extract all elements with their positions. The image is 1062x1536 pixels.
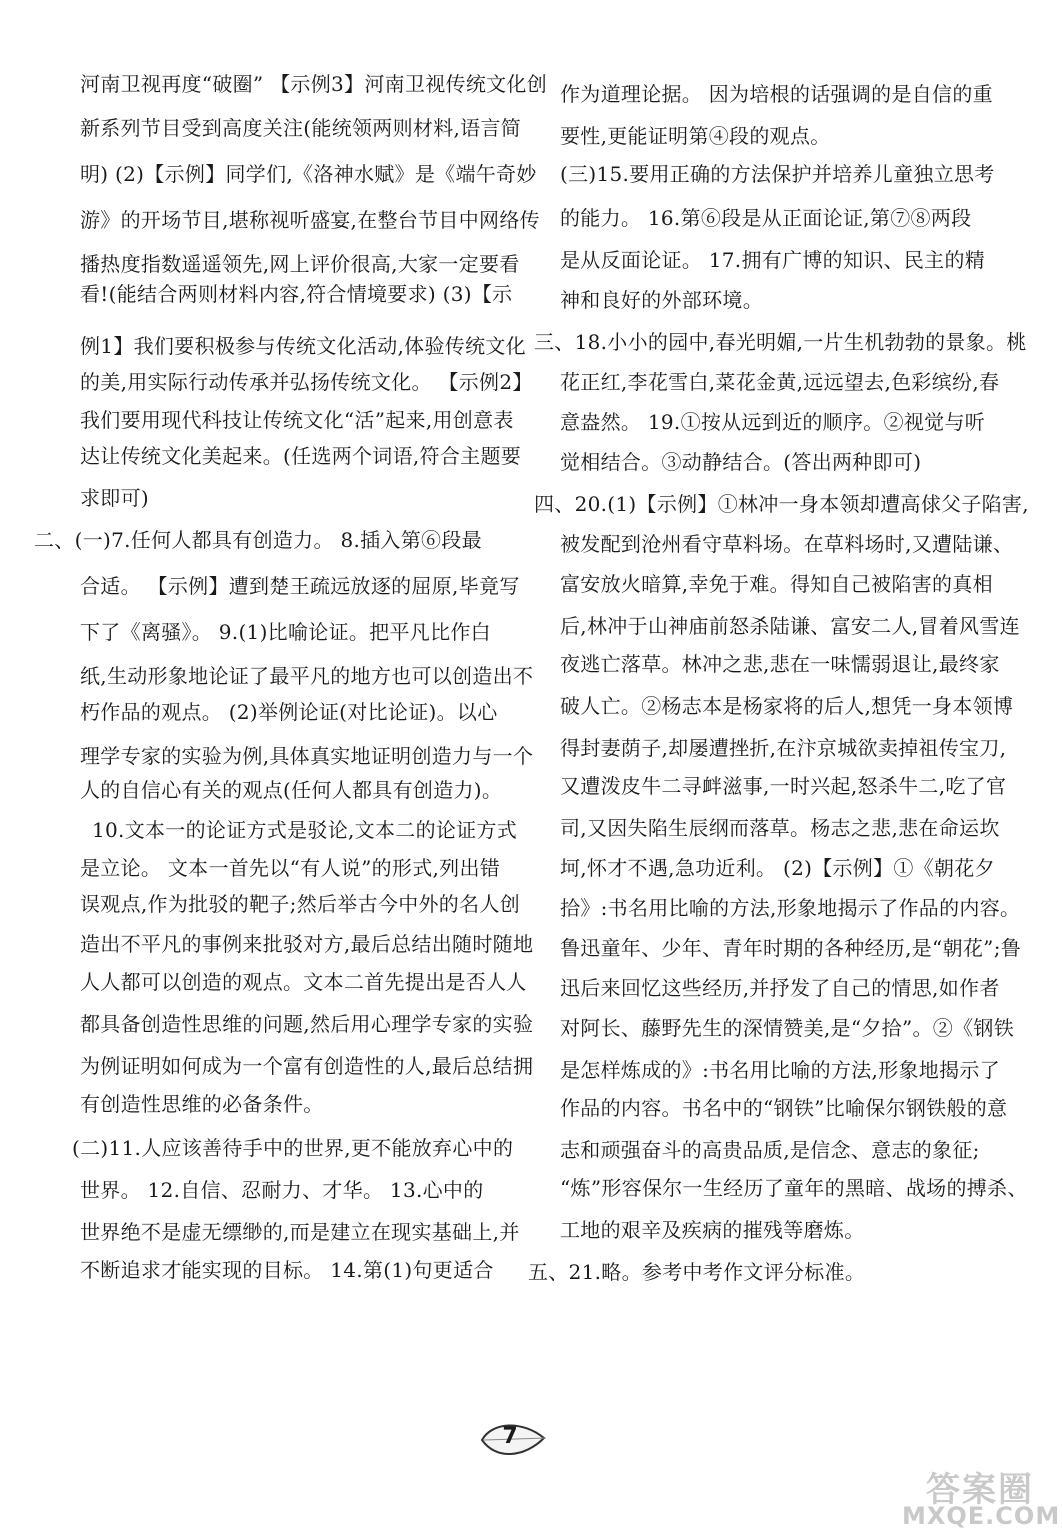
watermark-title: 答案圈: [926, 1470, 1034, 1510]
left-column-line: 明) (2)【示例】同学们,《洛神水赋》是《端午奇妙: [80, 162, 537, 186]
left-column-line: 纸,生动形象地论证了最平凡的地方也可以创造出不: [80, 664, 534, 688]
left-column-line: 二、(一)7.任何人都具有创造力。 8.插入第⑥段最: [34, 528, 482, 552]
right-column-line: 四、20.(1)【示例】①林冲一身本领却遭高俅父子陷害,: [534, 492, 1029, 516]
right-column-line: 得封妻荫子,却屡遭挫折,在汴京城欲卖掉祖传宝刀,: [560, 736, 1007, 760]
right-column-line: 夜逃亡落草。林冲之悲,悲在一味懦弱退让,最终家: [560, 652, 1000, 676]
right-column-line: 要性,更能证明第④段的观点。: [560, 124, 831, 148]
right-column-line: 是从反面论证。 17.拥有广博的知识、民主的精: [560, 248, 986, 272]
right-column-line: 对阿长、藤野先生的深情赞美,是“夕拾”。②《钢铁: [560, 1016, 1015, 1040]
right-column-line: 被发配到沧州看守草料场。在草料场时,又遭陆谦、: [560, 532, 1014, 556]
right-column-line: 三、18.小小的园中,春光明媚,一片生机勃勃的景象。桃: [534, 330, 1027, 354]
left-column-line: 10.文本一的论证方式是驳论,文本二的论证方式: [92, 818, 518, 842]
right-column-line: 作品的内容。书名中的“钢铁”比喻保尔钢铁般的意: [560, 1096, 1008, 1120]
left-column-line: 不断追求才能实现的目标。 14.第(1)句更适合: [80, 1258, 494, 1282]
left-column-line: 人的自信心有关的观点(任何人都具有创造力)。: [80, 778, 503, 802]
right-column-line: 五、21.略。参考中考作文评分标准。: [528, 1260, 866, 1284]
left-column-line: 世界绝不是虚无缥缈的,而是建立在现实基础上,并: [80, 1220, 520, 1244]
left-column-line: 是立论。 文本一首先以“有人说”的形式,列出错: [80, 856, 501, 880]
watermark: [902, 1462, 1061, 1532]
right-column-line: 志和顽强奋斗的高贵品质,是信念、意志的象征;: [560, 1138, 980, 1162]
left-column-line: 为例证明如何成为一个富有创造性的人,最后总结拥: [80, 1054, 534, 1078]
left-column-line: 播热度指数遥遥领先,网上评价很高,大家一定要看: [80, 252, 520, 276]
left-column-line: 合适。 【示例】遭到楚王疏远放逐的屈原,毕竟写: [80, 574, 520, 598]
right-column-line: “炼”形容保尔一生经历了童年的黑暗、战场的搏杀、: [560, 1176, 1028, 1200]
right-column-line: 迅后来回忆这些经历,并抒发了自己的情思,如作者: [560, 976, 1000, 1000]
right-column-line: 坷,怀才不遇,急功近利。 (2)【示例】①《朝花夕: [560, 856, 995, 880]
left-column-line: 下了《离骚》。 9.(1)比喻论证。把平凡比作白: [80, 620, 491, 644]
right-column-line: 后,林冲于山神庙前怒杀陆谦、富安二人,冒着风雪连: [560, 614, 1020, 638]
left-column-line: 理学专家的实验为例,具体真实地证明创造力与一个: [80, 744, 534, 768]
right-column-line: 花正红,李花雪白,菜花金黄,远远望去,色彩缤纷,春: [560, 370, 1000, 394]
left-column-line: 河南卫视再度“破圈” 【示例3】河南卫视传统文化创: [80, 72, 548, 96]
right-column-line: (三)15.要用正确的方法保护并培养儿童独立思考: [560, 162, 995, 186]
left-column-line: 游》的开场节目,堪称视听盛宴,在整台节目中网络传: [80, 208, 540, 232]
right-column-line: 又遭泼皮牛二寻衅滋事,一时兴起,怒杀牛二,吃了官: [560, 774, 1007, 798]
left-column-line: 我们要用现代科技让传统文化“活”起来,用创意表: [80, 408, 514, 432]
right-column-line: 工地的艰辛及疾病的摧残等磨炼。: [560, 1218, 865, 1242]
left-column-line: 达让传统文化美起来。(任选两个词语,符合主题要: [80, 444, 522, 468]
left-column-line: 造出不平凡的事例来批驳对方,最后总结出随时随地: [80, 932, 534, 956]
right-column-line: 意盎然。 19.①按从远到近的顺序。②视觉与听: [560, 410, 986, 434]
right-column-line: 拾》:书名用比喻的方法,形象地揭示了作品的内容。: [560, 896, 1021, 920]
left-column-line: 都具备创造性思维的问题,然后用心理学专家的实验: [80, 1012, 534, 1036]
left-column-line: 朽作品的观点。 (2)举例论证(对比论证)。以心: [80, 700, 498, 724]
left-column-line: 世界。 12.自信、忍耐力、才华。 13.心中的: [80, 1178, 484, 1202]
right-column-line: 觉相结合。③动静结合。(答出两种即可): [560, 450, 922, 474]
left-column-line: (二)11.人应该善待手中的世界,更不能放弃心中的: [72, 1136, 514, 1160]
left-column-line: 的美,用实际行动传承并弘扬传统文化。 【示例2】: [80, 370, 533, 394]
left-column-line: 误观点,作为批驳的靶子;然后举古今中外的名人创: [80, 892, 520, 916]
right-column-line: 作为道理论据。 因为培根的话强调的是自信的重: [560, 82, 993, 106]
watermark-url: MXQE.COM: [902, 1502, 1061, 1530]
right-column-line: 司,又因失陷生辰纲而落草。杨志之悲,悲在命运坎: [560, 816, 1000, 840]
page-number-badge: [478, 1418, 558, 1462]
right-column-line: 破人亡。②杨志本是杨家将的后人,想凭一身本领博: [560, 694, 1014, 718]
left-column-line: 有创造性思维的必备条件。: [80, 1092, 324, 1116]
right-column-line: 的能力。 16.第⑥段是从正面论证,第⑦⑧两段: [560, 206, 972, 230]
left-column-line: 例1】我们要积极参与传统文化活动,体验传统文化: [80, 334, 526, 358]
left-column-line: 新系列节目受到高度关注(能统领两则材料,语言简: [80, 116, 522, 140]
right-column-line: 富安放火暗算,幸免于难。得知自己被陷害的真相: [560, 572, 993, 596]
left-column-line: 求即可): [80, 486, 150, 510]
page-number: 7: [502, 1424, 518, 1449]
right-column-line: 神和良好的外部环境。: [560, 288, 763, 312]
left-column-line: 看!(能结合两则材料内容,符合情境要求) (3)【示: [80, 282, 513, 306]
right-column-line: 是怎样炼成的》:书名用比喻的方法,形象地揭示了: [560, 1058, 1000, 1082]
left-column-line: 人人都可以创造的观点。文本二首先提出是否人人: [80, 970, 527, 994]
right-column-line: 鲁迅童年、少年、青年时期的各种经历,是“朝花”;鲁: [560, 936, 1022, 960]
